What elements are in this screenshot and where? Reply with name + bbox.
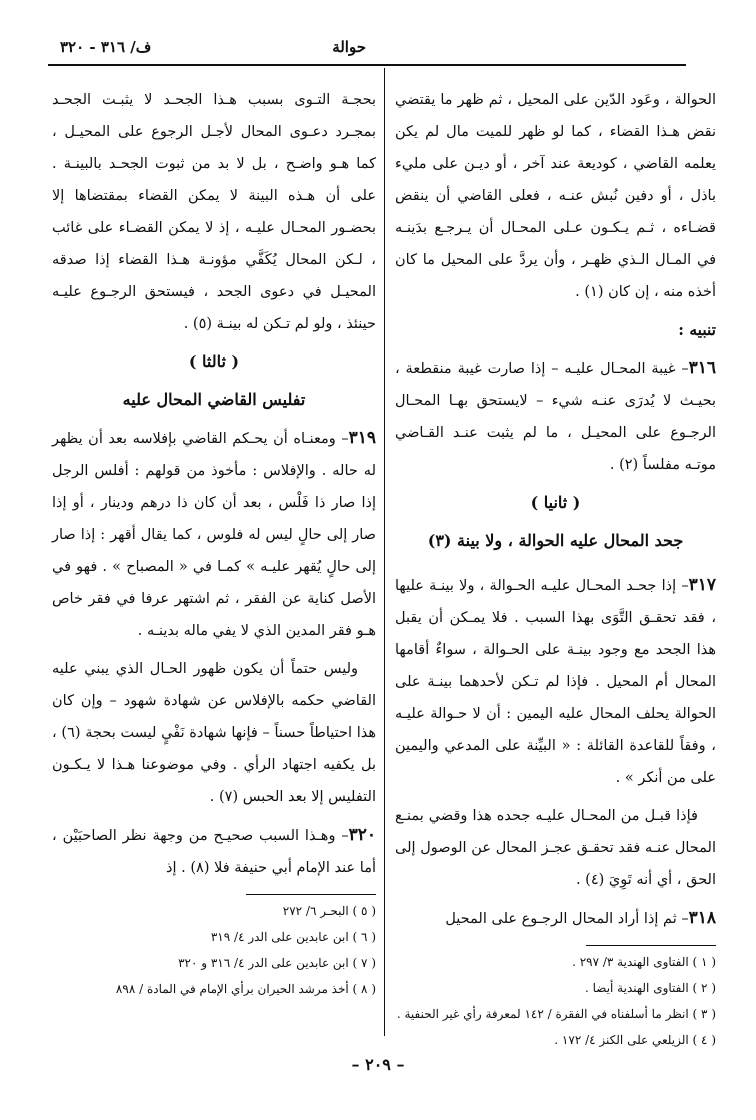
paragraph-text: – وهـذا السبب صحيـح من وجهة نظر الصاحبَيْن ، أما عند الإمام أبي حنيفة فلا (٨) . إذ (52, 828, 376, 876)
running-title: حوالة (332, 38, 366, 56)
right-column (395, 84, 716, 1056)
section-heading-title: جحد المحال عليه الحوالة ، ولا بينة (٣) (427, 531, 684, 550)
paragraph-number: ٣١٩ (348, 428, 376, 448)
paragraph-continuation: بحجـة التـوى بسبب هـذا الجحـد لا يثبـت الجحـد بمجـرد دعـوى المحال لأجـل الرجوع على المحيـل ، كما هـو واضـح ، بل لا بد من ثبوت الجحـد بالبينـة . على أن هـذه البينة لا يمكن القضاء بمقتضاها إلا بحضـور المحـال عليـه ، إذ لا يمكن القضـاء على غائب ، لـكن المحال يُكَفَّي مؤونـة هـذا القضاء إذا صدقه المحيـل في دعوى الجحد ، فيستحق الرجـوع عليـه حينئذ ، ولو لم تـكن له بينـة (٥) . (52, 92, 376, 332)
paragraph-317-continued: فإذا قبـل من المحـال عليـه جحده هذا وقضي بمنـع المحال عنـه فقد تحقـق عجـز المحال عن الوصول إلى الحق ، أي أنه تَوِيَ (٤) . (395, 808, 716, 888)
paragraph-number: ٣٢٠ (348, 825, 376, 845)
footnote: ( ٦ ) ابن عابدين على الدر ٤/ ٣١٩ (210, 930, 376, 944)
section-heading-number: ( ثانيا ) (530, 493, 581, 512)
paragraph-text: – إذا جحـد المحـال عليـه الحـوالة ، ولا بينـة عليها ، فقد تحقـق التَّوَى بهذا السبب . فلا يمـكن أن يقبل هذا الجحد مع وجود بينـة على الحـوالة ، سواءٌ أقامها المحال أم المحيل . فإذا لم تـكن لأحدهما بينـة على الحوالة يحلف المحال عليه اليمين : أن لا حـوالة عليـه ، وفقاً للقاعدة القائلة : « البيِّنة على المدعي واليمين على من أنكر » . (395, 578, 716, 786)
page-header (60, 30, 686, 64)
paragraph-319 (52, 422, 376, 647)
footnote-rule (246, 894, 376, 895)
footnote: ( ٢ ) الفتاوى الهندية أيضا . (585, 981, 716, 995)
note-heading: تنبيه : (678, 320, 716, 339)
footnote: ( ٥ ) البحـر ٦/ ٢٧٢ (282, 904, 376, 918)
paragraph-number: ٣١٧ (688, 575, 716, 595)
paragraph-number: ٣١٦ (688, 358, 716, 378)
paragraph-316 (395, 352, 716, 481)
paragraph-320 (52, 819, 376, 884)
paragraph-number: ٣١٨ (688, 908, 716, 928)
paragraph-text: – ومعنـاه أن يحـكم القاضي بإفلاسه بعد أن يظهر له حاله . والإفلاس : مأخوذ من قولهم : أفلس الرجل إذا صار ذا فَلْس ، بعد أن كان ذا درهم ودينار ، أو إذا صار إلى حالٍ ليس له فلوس ، كما يقال أقهر : إذا صار إلى حالٍ يُقهر عليـه » كمـا في « المصباح » . فهو في الأصل كناية عن الفقر ، ثم اشتهر عرفا في فقر خاص هـو فقر المدين الذي لا يفي ماله بدينـه . (52, 431, 376, 639)
column-divider (384, 68, 385, 1036)
section-heading-number: ( ثالثا ) (188, 352, 240, 371)
paragraph-318 (395, 902, 716, 935)
footnote-rule (586, 945, 716, 946)
paragraph-continuation: الحوالة ، وعَود الدّين على المحيل ، ثم ظهر ما يقتضي نقض هـذا القضاء ، كما لو ظهر للميت مال لم يكن يعلمه القاضي ، كوديعة عند آخر ، أو ديـن على مليء باذل ، أو دفين نُبش عنـه ، فعلى القاضي أن ينقض قضـاءه ، ثـم يـكـون عـلى المحـال أن يـرجـع بدَينـه في المـال الـذي ظهـر ، وأن يردَّ على المحيل ما كان أخذه منه ، إن كان (١) . (395, 92, 716, 300)
paragraph-text: – غيبة المحـال عليـه – إذا صارت غيبة منقطعة ، بحيـث لا يُدرَى عنـه شيء – لايستحق بهـا المحـال الرجـوع على المحيـل ، ما لم يثبت عنـد القـاضي موتـه مفلساً (٢) . (395, 361, 716, 473)
section-heading-title: تفليس القاضي المحال عليه (122, 390, 306, 409)
paragraph-text: – ثم إذا أراد المحال الرجـوع على المحيل (445, 911, 689, 927)
section-range: ف/ ٣١٦ - ٣٢٠ (60, 38, 152, 56)
page-number: – ٢٠٩ – (351, 1055, 405, 1074)
paragraph-317 (395, 569, 716, 794)
header-rule (48, 64, 686, 66)
left-column (52, 84, 376, 1005)
footnote: ( ٤ ) الزيلعي على الكنز ٤/ ١٧٢ . (554, 1033, 716, 1047)
footnote: ( ٧ ) ابن عابدين على الدر ٤/ ٣١٦ و ٣٢٠ (178, 956, 376, 970)
footnote: ( ١ ) الفتاوى الهندية ٣/ ٢٩٧ . (572, 955, 716, 969)
footnote: ( ٣ ) انظر ما أسلفناه في الفقرة / ١٤٢ لمعرفة رأي غير الحنفية . (396, 1007, 716, 1021)
paragraph-319-continued: وليس حتماً أن يكون ظهور الحـال الذي يبني عليه القاضي حكمه بالإفلاس عن شهادة شهود – وإن كان هذا احتياطاً حسناً – فإنها شهادة نَفْيٍ ليست بحجة (٦) ، بل يكفيه اجتهاد الرأي . وفي موضوعنا هـذا لا يـكـون التفليس إلا بعد الحبس (٧) . (52, 661, 377, 805)
footnote: ( ٨ ) أخذ مرشد الحيران برأي الإمام في المادة / ٨٩٨ (115, 982, 376, 996)
